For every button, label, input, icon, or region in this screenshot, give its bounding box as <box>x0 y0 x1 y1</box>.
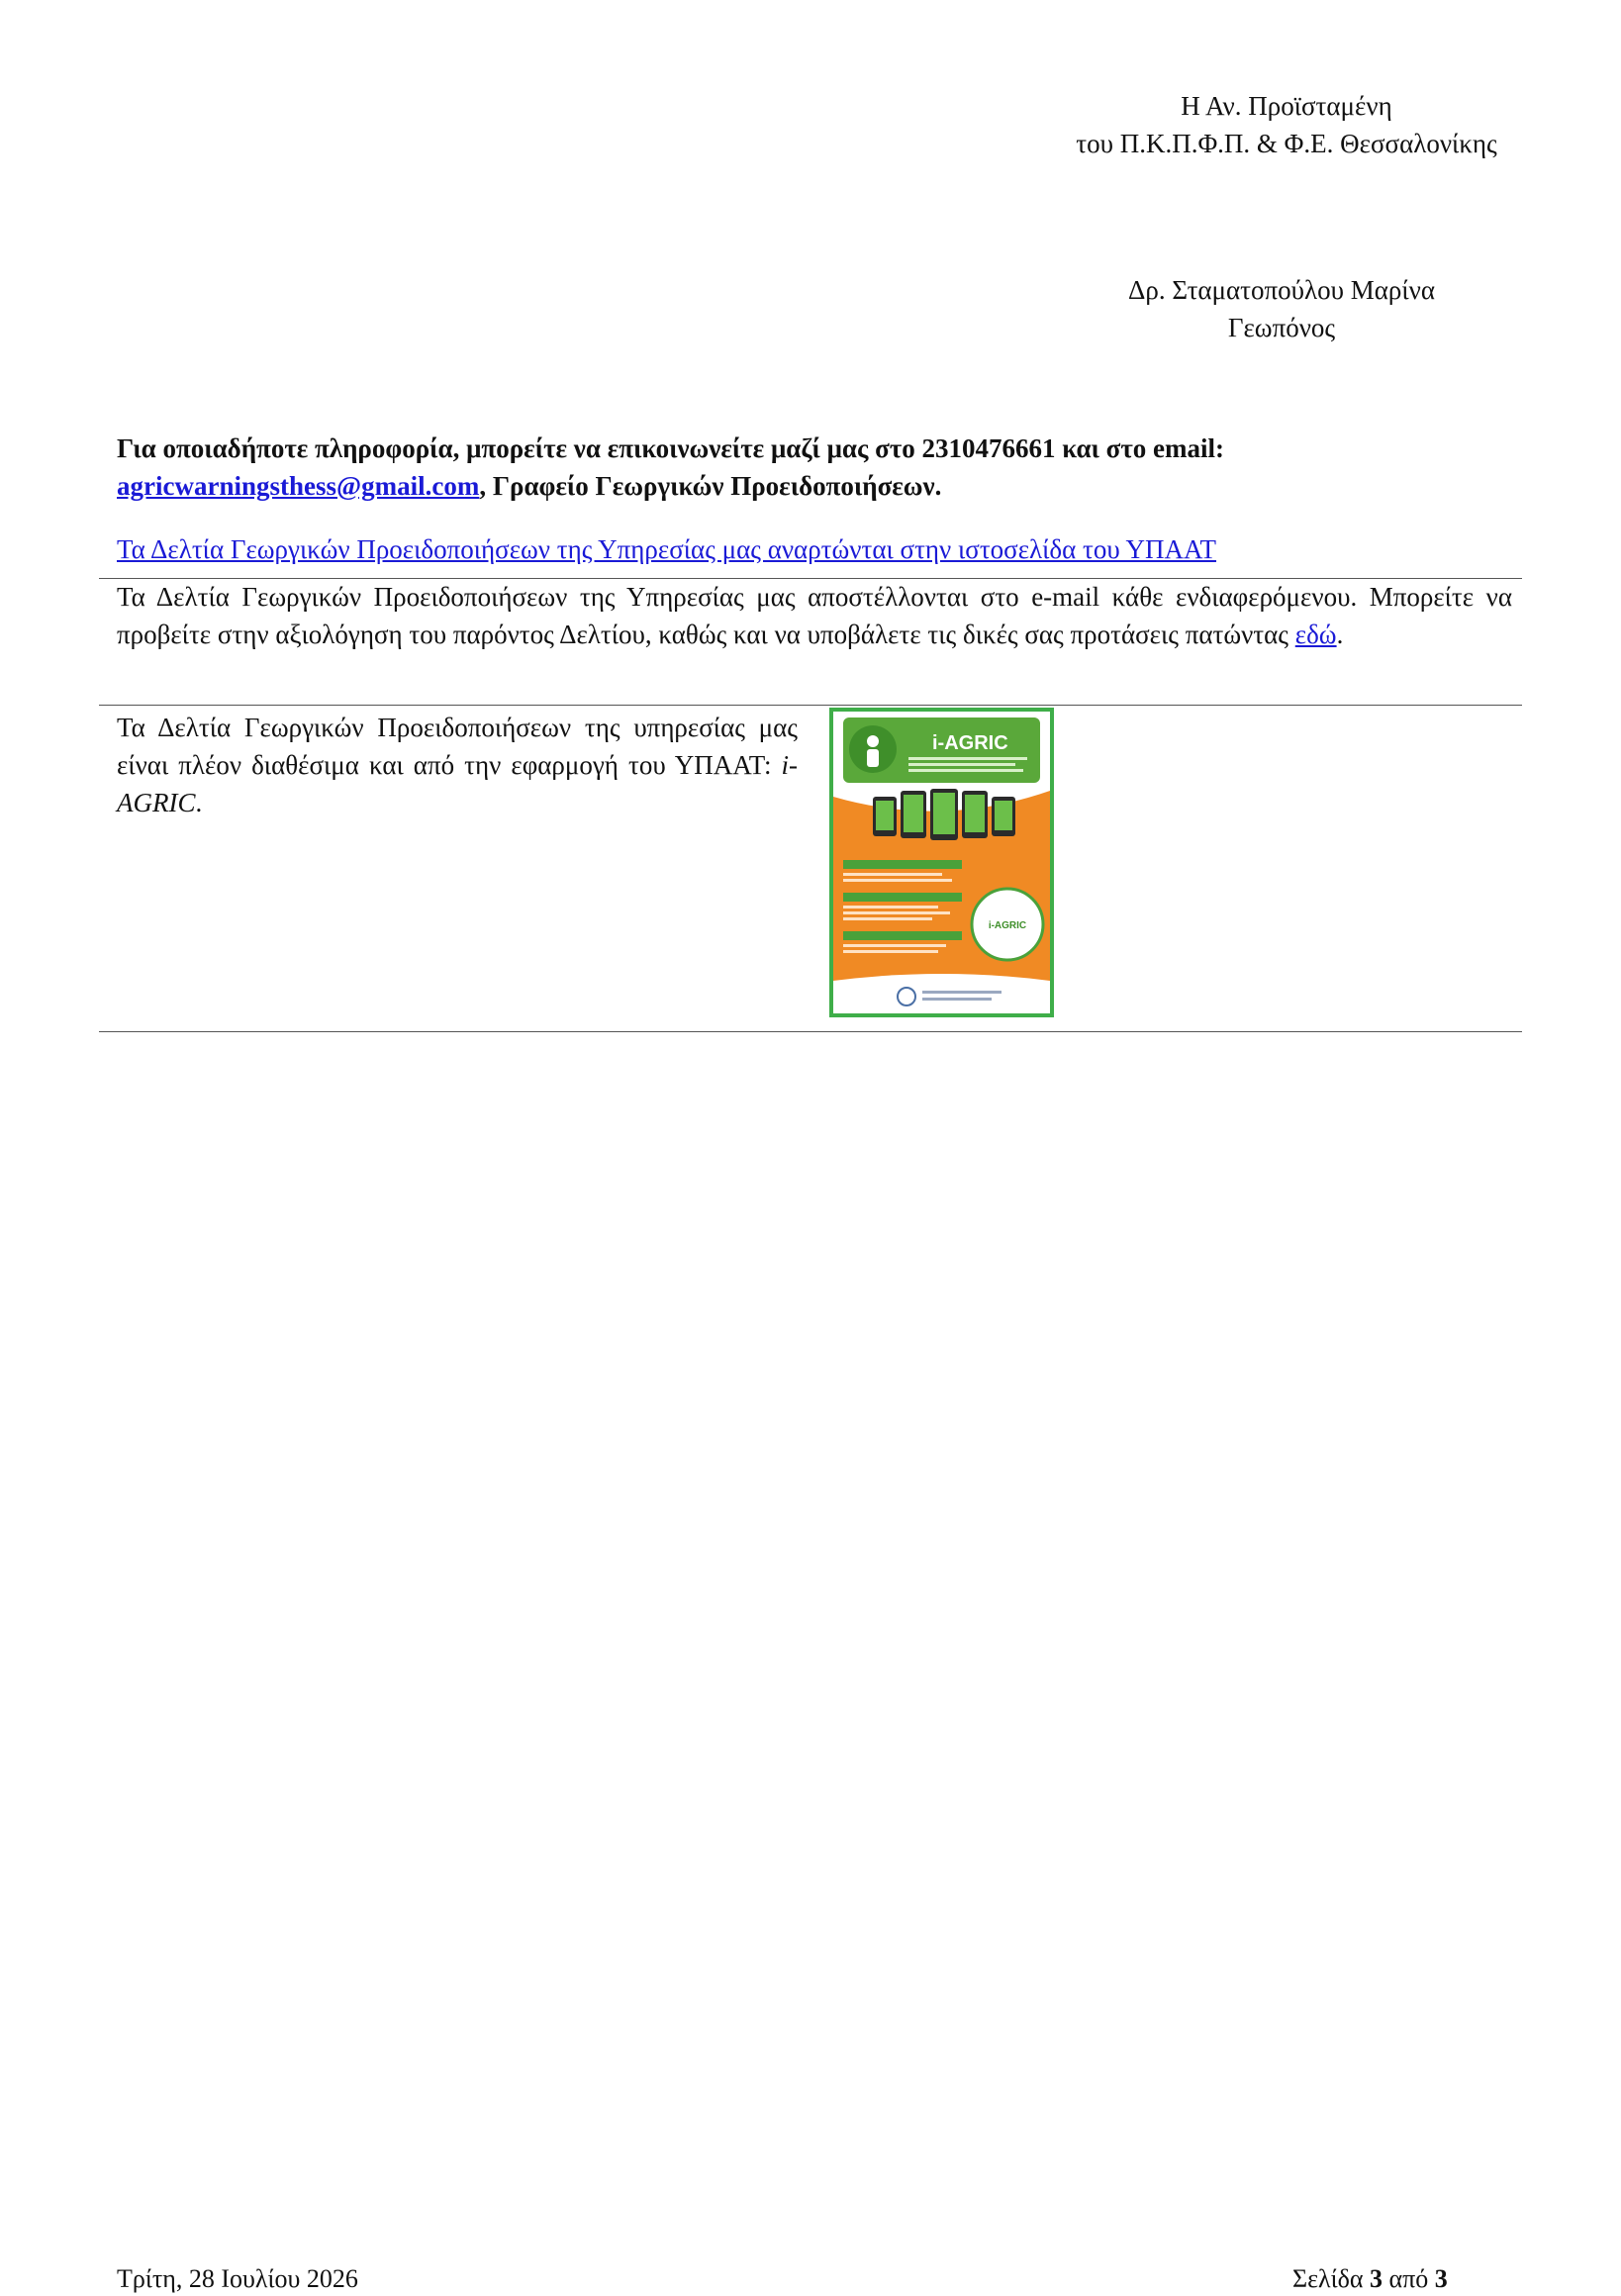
website-link-row <box>117 530 1216 568</box>
divider <box>99 705 1522 706</box>
poster-title: i-AGRIC <box>932 732 1008 754</box>
page-number <box>1292 2262 1448 2296</box>
divider <box>99 1031 1522 1032</box>
page-mid: από <box>1383 2264 1435 2293</box>
contact-text: Για οποιαδήποτε πληροφορία, μπορείτε να επικοινωνείτε μαζί μας στο 2310476661 και στο email: <box>117 433 1225 463</box>
signature-role <box>1024 87 1549 162</box>
page-prefix: Σελίδα <box>1292 2264 1371 2293</box>
email-paragraph-end: . <box>1336 620 1344 649</box>
app-paragraph-text: Τα Δελτία Γεωργικών Προειδοποιήσεων της υπηρεσίας μας είναι πλέον διαθέσιμα και από την εφαρμογή του ΥΠΑΑΤ: <box>117 713 798 780</box>
app-name: i-AGRIC <box>117 750 798 817</box>
footer-date: Τρίτη, 28 Ιουλίου 2026 <box>117 2264 358 2293</box>
app-paragraph <box>117 709 798 821</box>
evaluation-link[interactable]: εδώ <box>1294 620 1337 649</box>
office-text: , Γραφείο Γεωργικών Προειδοποιήσεων. <box>479 471 942 501</box>
page-current: 3 <box>1370 2264 1383 2293</box>
signature-name: Δρ. Σταματοπούλου Μαρίνα <box>1128 275 1435 305</box>
email-paragraph <box>117 578 1512 653</box>
poster-badge: i-AGRIC <box>988 920 1027 931</box>
email-link[interactable]: agricwarningsthess@gmail.com <box>117 471 480 501</box>
signature-role-line1: Η Αν. Προϊσταμένη <box>1181 91 1392 121</box>
i-agric-poster-graphic <box>833 712 1050 1013</box>
email-paragraph-text: Τα Δελτία Γεωργικών Προειδοποιήσεων της Υπηρεσίας μας αποστέλλονται στο e-mail κάθε ενδιαφερόμενου. Μπορείτε να προβείτε στην αξιολόγηση του παρόντος Δελτίου, καθώς και να υποβάλετε τις δικές σας προτάσεις πατώντας <box>117 582 1512 649</box>
contact-info <box>117 430 1522 505</box>
signature-role-line2: του Π.Κ.Π.Φ.Π. & Φ.Ε. Θεσσαλονίκης <box>1076 129 1497 158</box>
signature-title: Γεωπόνος <box>1227 313 1336 342</box>
page-total: 3 <box>1434 2264 1448 2293</box>
i-agric-poster-image <box>829 708 1054 1017</box>
website-link[interactable]: Τα Δελτία Γεωργικών Προειδοποιήσεων της Υπηρεσίας μας αναρτώνται στην ιστοσελίδα του ΥΠΑΑΤ <box>117 534 1217 564</box>
signature-name-block <box>1064 271 1499 346</box>
app-paragraph-end: . <box>195 788 203 817</box>
